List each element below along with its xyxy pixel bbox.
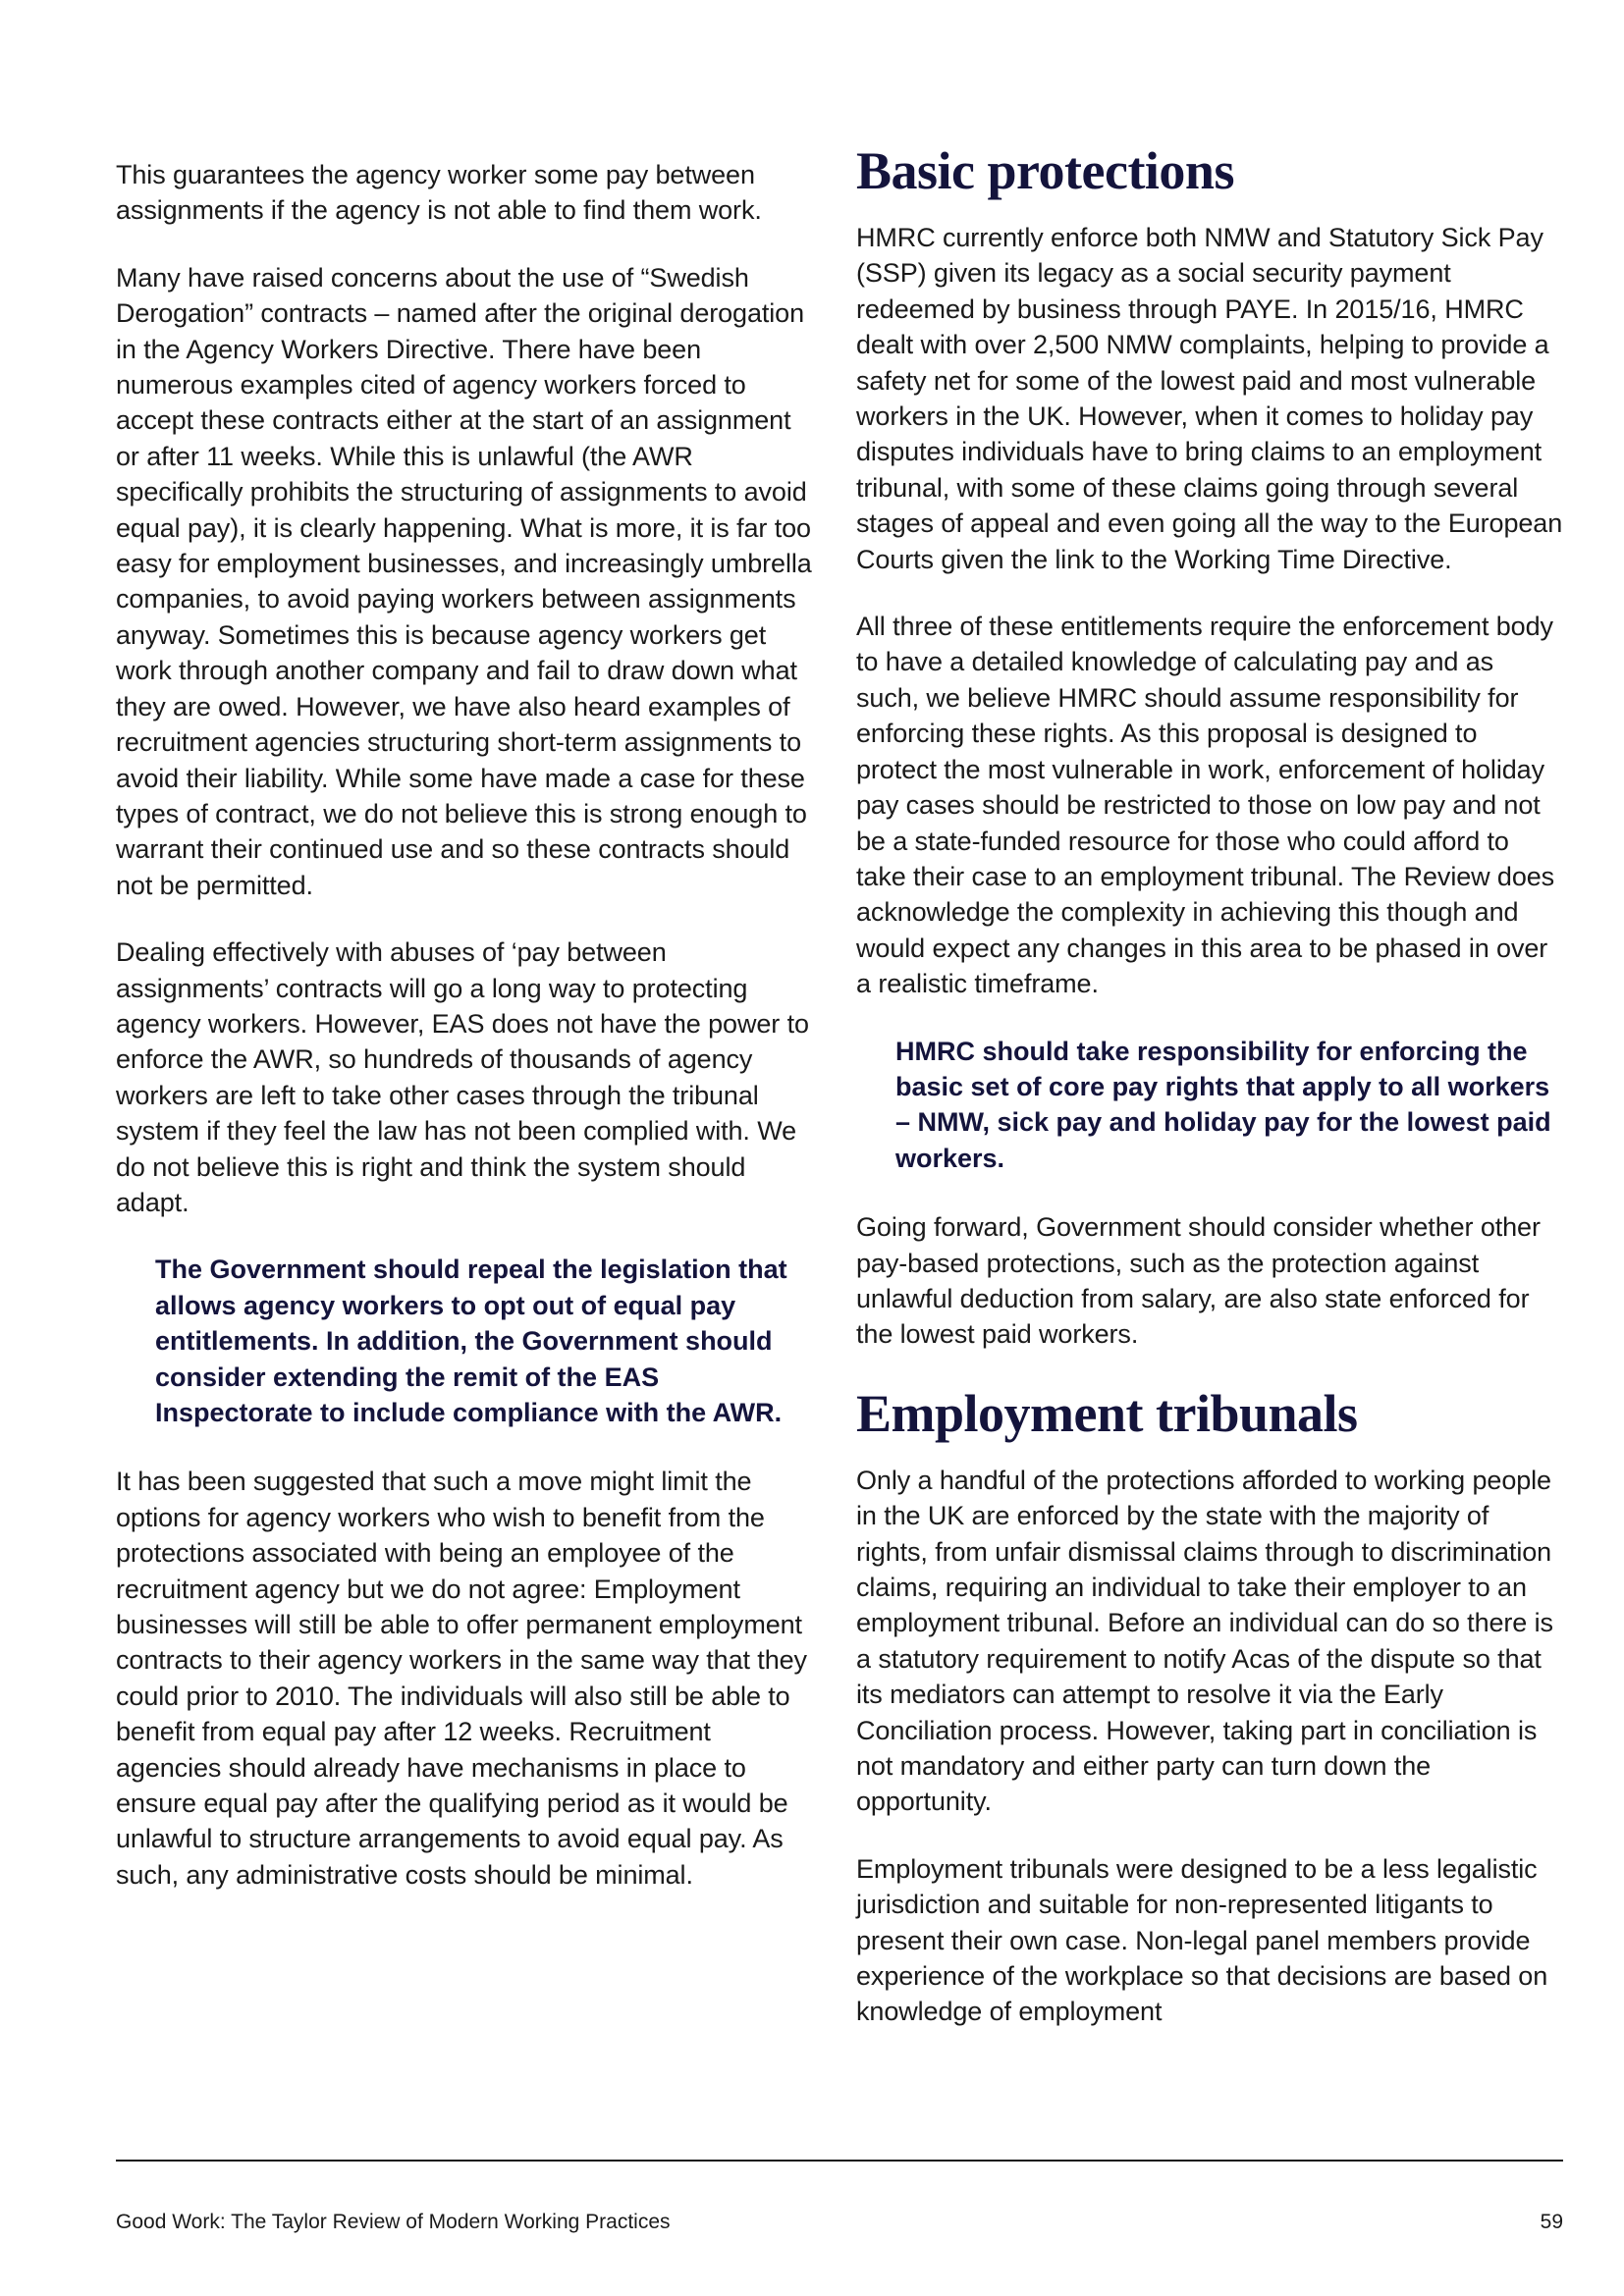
recommendation-callout: HMRC should take responsibility for enforcing the basic set of core pay rights that apply to all workers – NMW, sick pay and holiday pay for the lowest paid workers. xyxy=(895,1036,1551,1173)
body-paragraph: Employment tribunals were designed to be a less legalistic jurisdiction and suitable for non-represented litigants to present their own case. Non-legal panel members provide experience of the workplace so that decisions are based on knowledge of employment xyxy=(856,1853,1548,2027)
body-paragraph: Only a handful of the protections afforded to working people in the UK are enforced by the state with the majority of rights, from unfair dismissal claims through to discrimination claims, requiring an individual to take their employer to an employment tribunal. Before an individual can do so there is a statutory requirement to notify Acas of the dispute so that its mediators can attempt to resolve it via the Early Conciliation process. However, taking part in conciliation is not mandatory and either party can turn down the opportunity. xyxy=(856,1465,1553,1817)
footer-page-number: 59 xyxy=(1540,2211,1563,2233)
left-column xyxy=(116,157,815,1924)
body-paragraph: Dealing effectively with abuses of ‘pay between assignments’ contracts will go a long way to protecting agency workers. However, EAS does not have the power to enforce the AWR, so hundreds of thousands of agency workers are left to take other cases through the tribunal system if they feel the law has not been complied with. We do not believe this is right and think the system should adapt. xyxy=(116,937,809,1217)
section-heading-basic-protections: Basic protections xyxy=(856,141,1234,200)
recommendation-callout: The Government should repeal the legislation that allows agency workers to opt out of equal pay entitlements. In addition, the Government should consider extending the remit of the EAS Inspectorate to include compliance with the AWR. xyxy=(155,1255,787,1427)
footer-divider xyxy=(116,2160,1563,2162)
body-paragraph: All three of these entitlements require the enforcement body to have a detailed knowledge of calculating pay and as such, we believe HMRC should assume responsibility for enforcing these rights. As this proposal is designed to protect the most vulnerable in work, enforcement of holiday pay cases should be restricted to those on low pay and not be a state-funded resource for those who could afford to take their case to an employment tribunal. The Review does acknowledge the complexity in achieving this though and would expect any changes in this area to be phased in over a realistic timeframe. xyxy=(856,612,1555,999)
body-paragraph: It has been suggested that such a move might limit the options for agency workers who wish to benefit from the protections associated with being an employee of the recruitment agency but we do not agree: Employment businesses will still be able to offer permanent employment contracts to their agency workers in the same way that they could prior to 2010. The individuals will also still be able to benefit from equal pay after 12 weeks. Recruitment agencies should already have mechanisms in place to ensure equal pay after the qualifying period as it would be unlawful to structure arrangements to avoid equal pay. As such, any administrative costs should be minimal. xyxy=(116,1467,807,1890)
footer-document-title: Good Work: The Taylor Review of Modern Working Practices xyxy=(116,2211,671,2233)
body-paragraph: Many have raised concerns about the use of “Swedish Derogation” contracts – named after the original derogation in the Agency Workers Directive. There have been numerous examples cited of agency workers forced to accept these contracts either at the start of an assignment or after 11 weeks. While this is unlawful (the AWR specifically prohibits the structuring of assignments to avoid equal pay), it is clearly happening. What is more, it is far too easy for employment businesses, and increasingly umbrella companies, to avoid paying workers between assignments anyway. Sometimes this is because agency workers get work through another company and fail to draw down what they are owed. However, we have also heard examples of recruitment agencies structuring short-term assignments to avoid their liability. While some have made a case for these types of contract, we do not believe this is strong enough to warrant their continued use and so these contracts should not be permitted. xyxy=(116,262,812,900)
section-heading-employment-tribunals: Employment tribunals xyxy=(856,1383,1358,1443)
body-paragraph: Going forward, Government should consider whether other pay-based protections, such as the protection against unlawful deduction from salary, are also state enforced for the lowest paid workers. xyxy=(856,1212,1541,1350)
body-paragraph: HMRC currently enforce both NMW and Statutory Sick Pay (SSP) given its legacy as a social security payment redeemed by business through PAYE. In 2015/16, HMRC dealt with over 2,500 NMW complaints, helping to provide a safety net for some of the lowest paid and most vulnerable workers in the UK. However, when it comes to holiday pay disputes individuals have to bring claims to an employment tribunal, with some of these claims going through several stages of appeal and even going all the way to the European Courts given the link to the Working Time Directive. xyxy=(856,223,1563,574)
body-paragraph: This guarantees the agency worker some pay between assignments if the agency is not able to find them work. xyxy=(116,160,762,226)
right-column xyxy=(856,141,1563,2061)
